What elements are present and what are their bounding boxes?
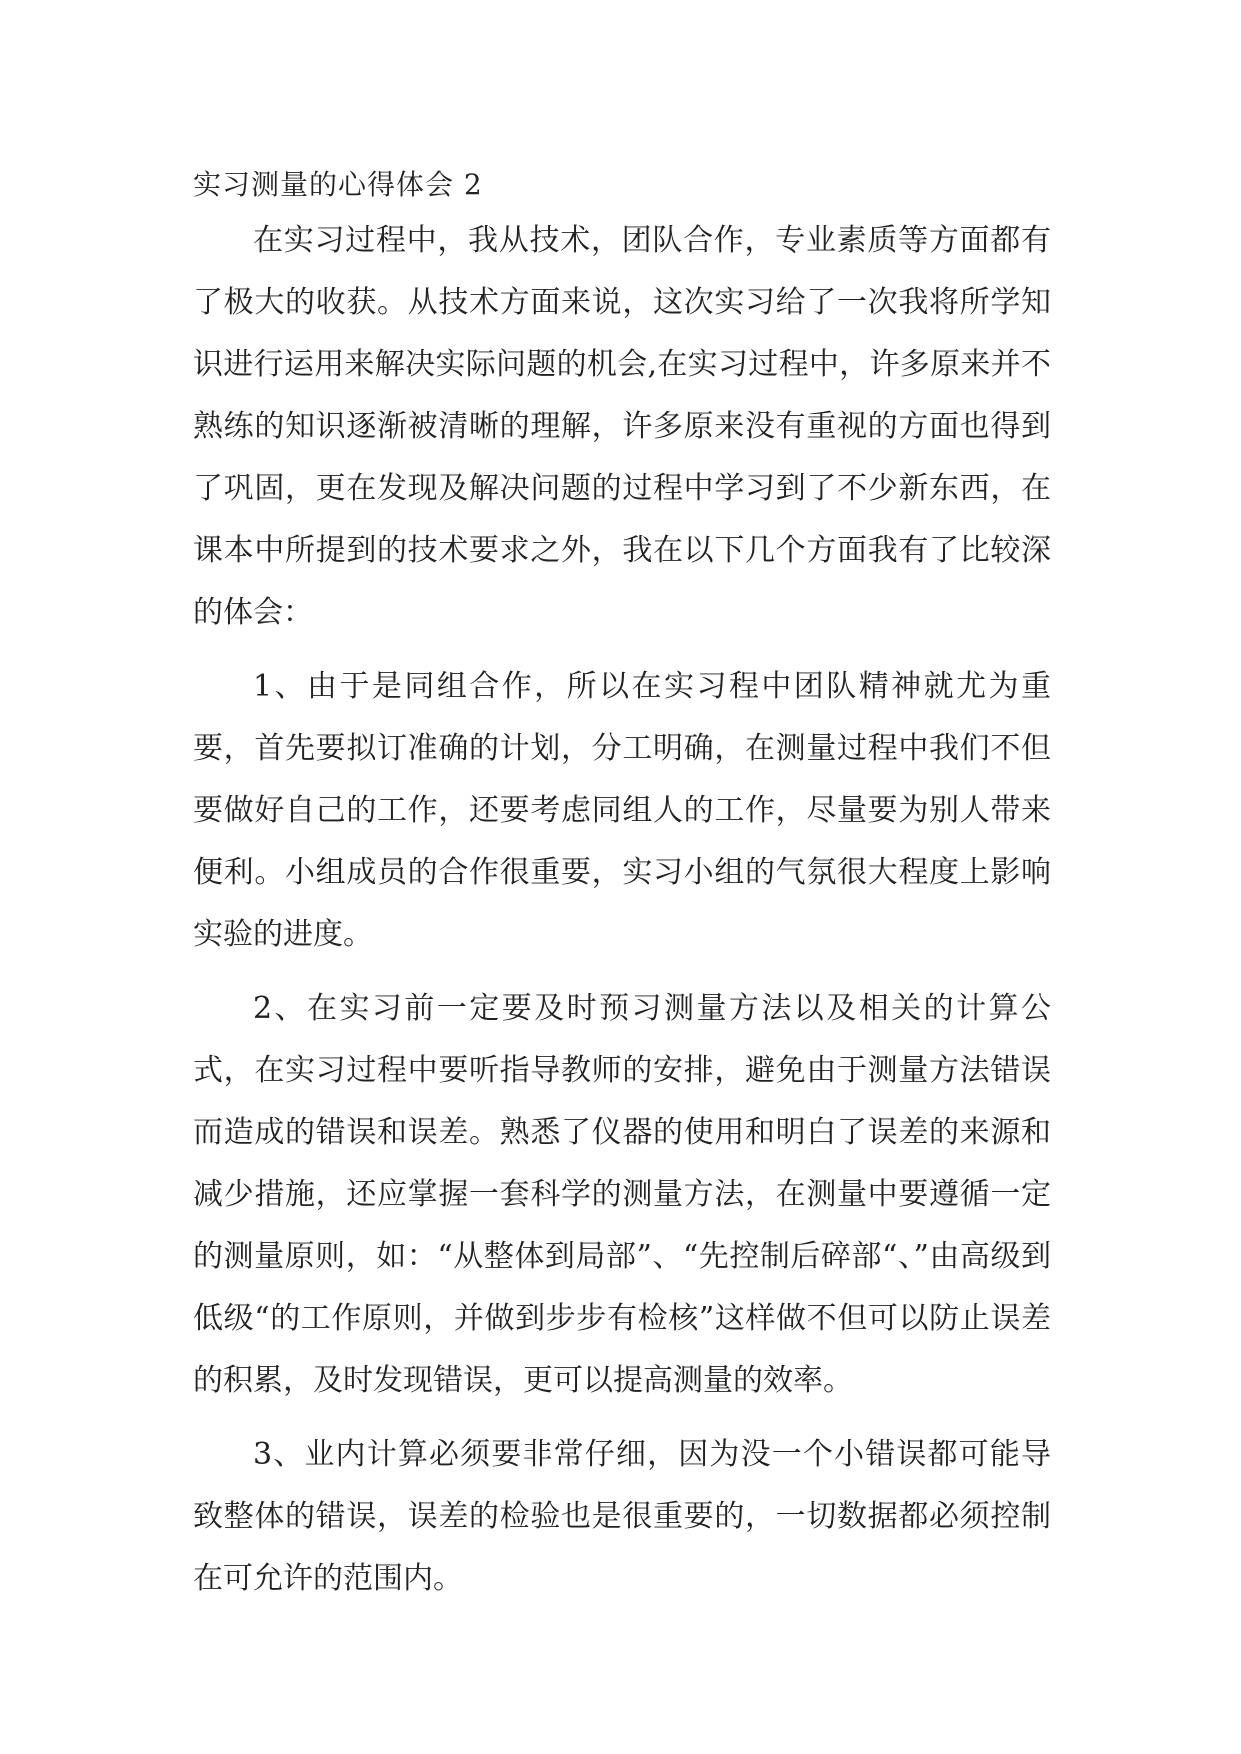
document-page — [193, 160, 1051, 1622]
paragraph-intro: 在实习过程中，我从技术，团队合作，专业素质等方面都有了极大的收获。从技术方面来说，这次实习给了一次我将所学知识进行运用来解决实际问题的机会,在实习过程中，许多原来并不熟练的知识逐渐被清晰的理解，许多原来没有重视的方面也得到了巩固，更在发现及解决问题的过程中学习到了不少新东西，在课本中所提到的技术要求之外，我在以下几个方面我有了比较深的体会： — [193, 223, 1051, 630]
paragraph-point-1: 1、由于是同组合作，所以在实习程中团队精神就尤为重要，首先要拟订准确的计划，分工明确，在测量过程中我们不但要做好自己的工作，还要考虑同组人的工作，尽量要为别人带来便利。小组成员的合作很重要，实习小组的气氛很大程度上影响实验的进度。 — [193, 669, 1051, 952]
document-title: 实习测量的心得体会 2 — [193, 168, 483, 201]
paragraph-point-2: 2、在实习前一定要及时预习测量方法以及相关的计算公式，在实习过程中要听指导教师的安排，避免由于测量方法错误而造成的错误和误差。熟悉了仪器的使用和明白了误差的来源和减少措施，还应掌握一套科学的测量方法，在测量中要遵循一定的测量原则，如：“从整体到局部”、“先控制后碎部“、”由高级到低级“的工作原则，并做到步步有检核”这样做不但可以防止误差的积累，及时发现错误，更可以提高测量的效率。 — [193, 991, 1051, 1398]
paragraph-point-3: 3、业内计算必须要非常仔细，因为没一个小错误都可能导致整体的错误，误差的检验也是很重要的，一切数据都必须控制在可允许的范围内。 — [193, 1437, 1051, 1596]
